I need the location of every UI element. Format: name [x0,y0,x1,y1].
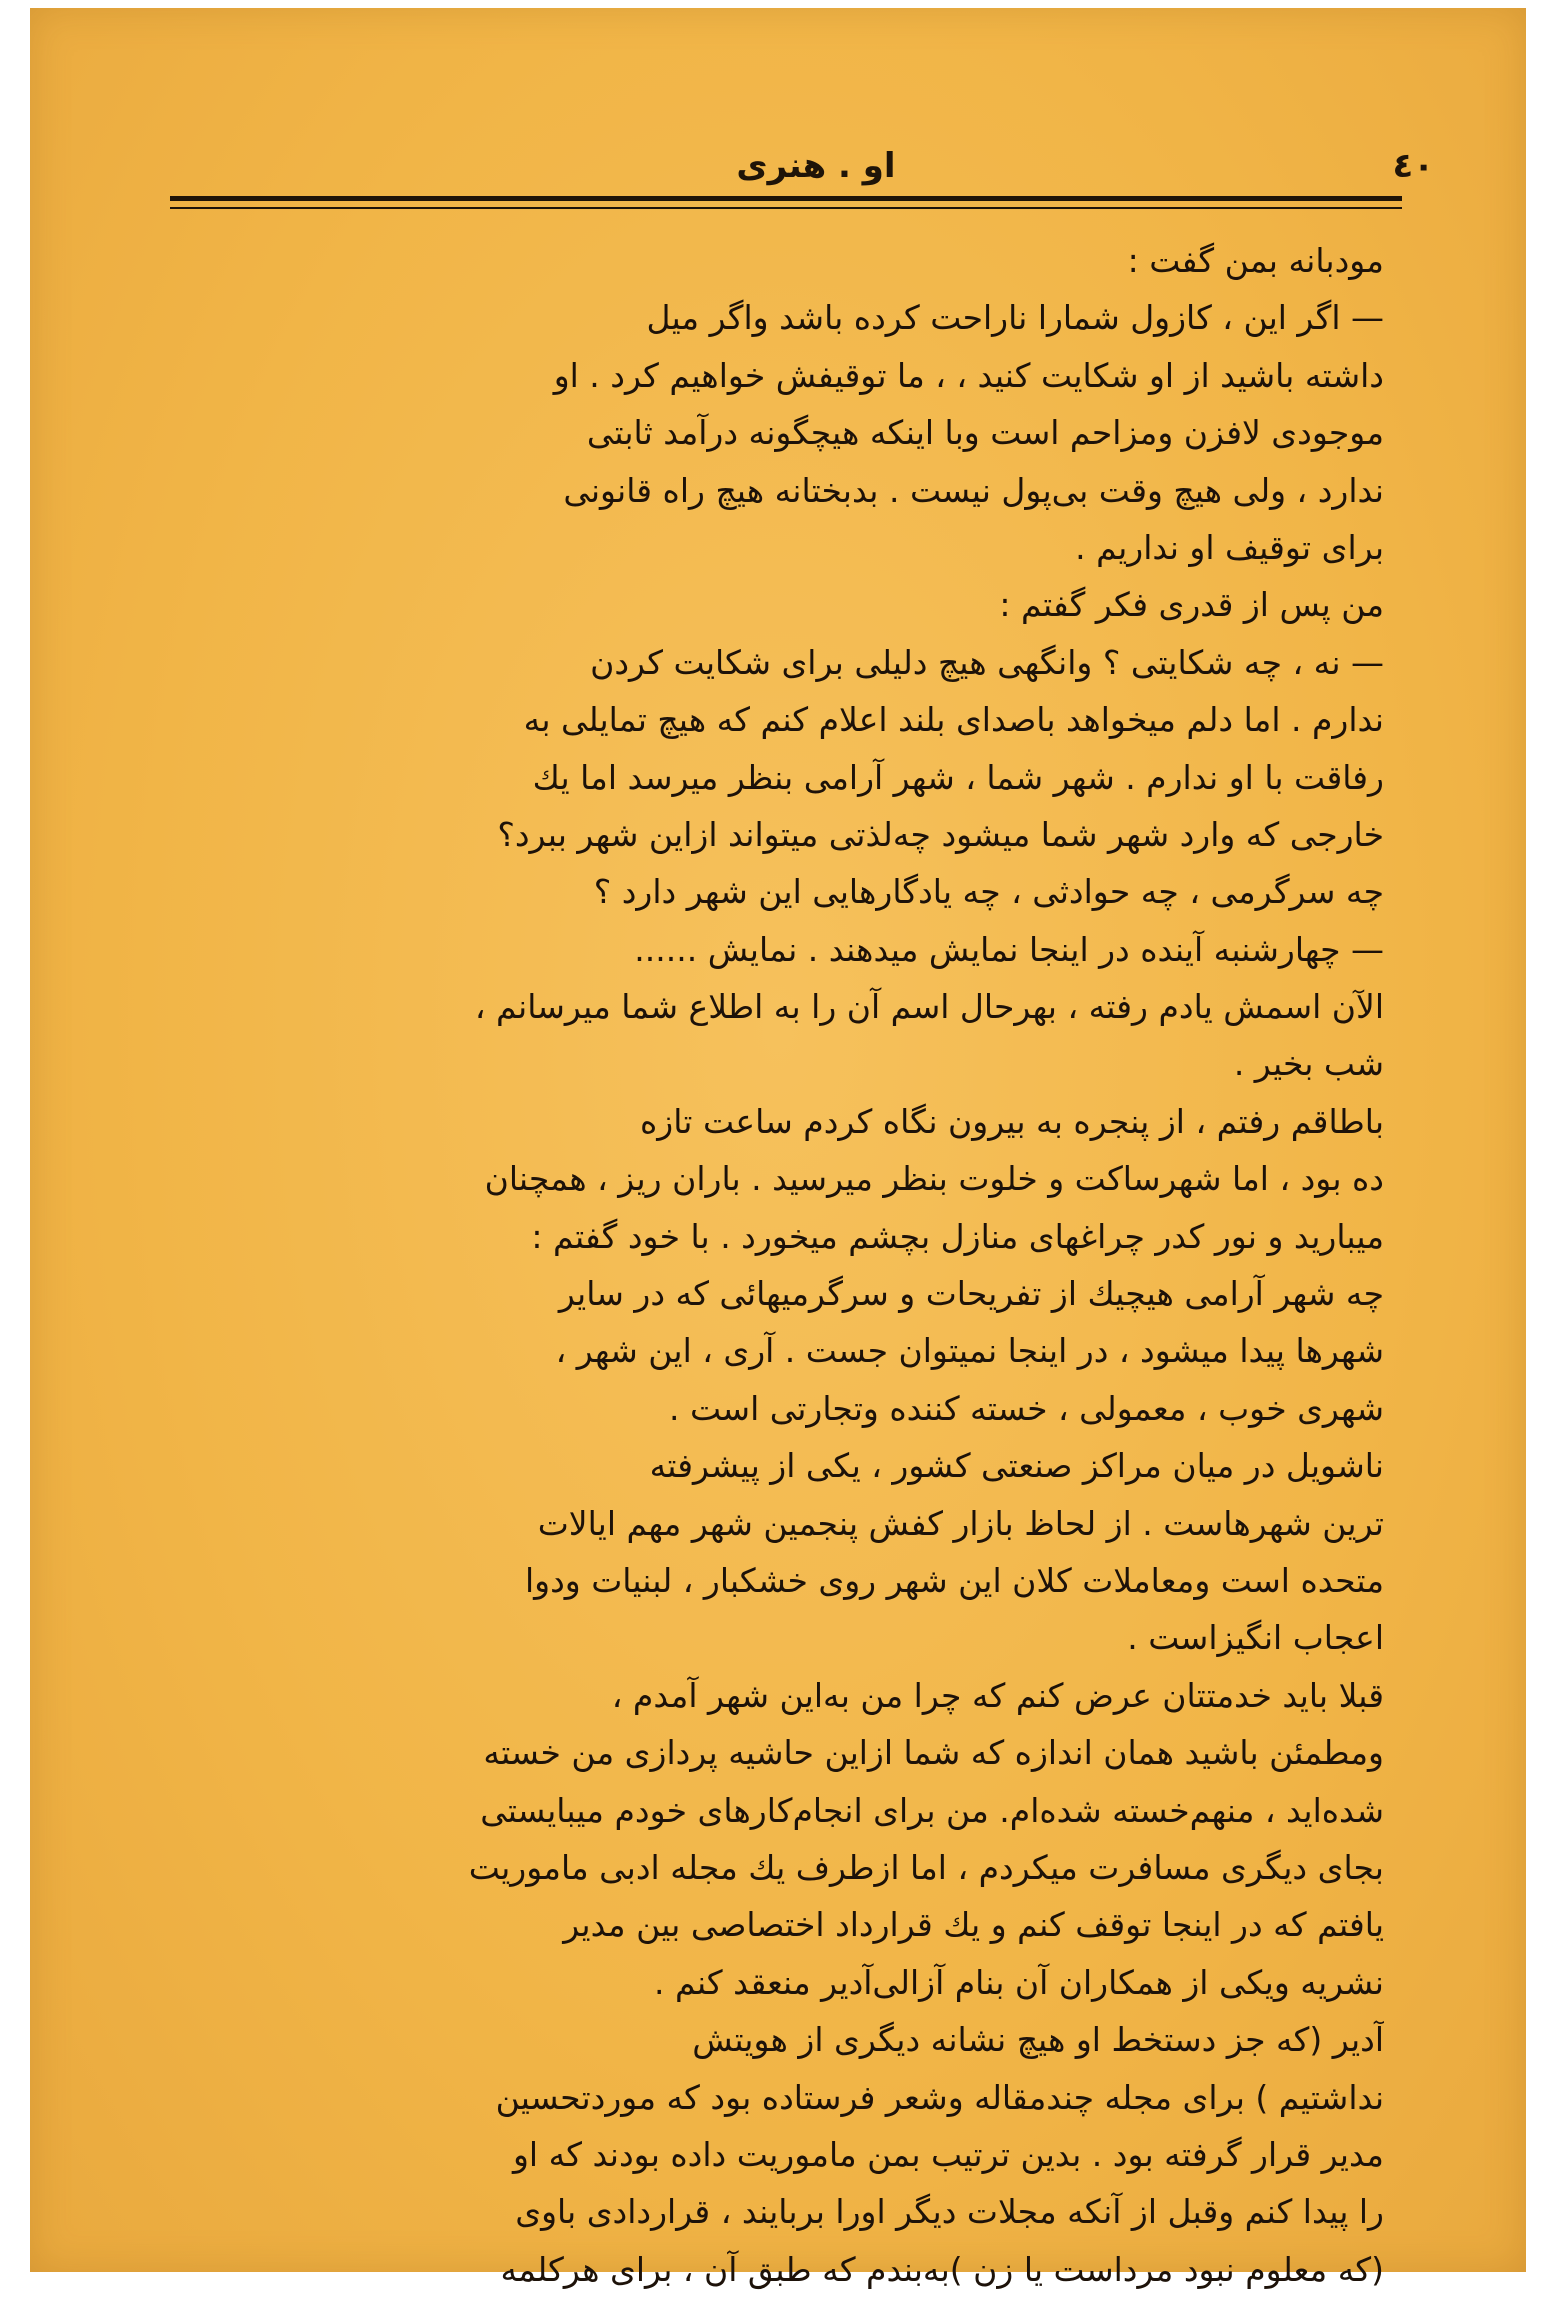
text-line: ومطمئن باشید همان اندازه که شما ازاین حاشیه پردازی من خسته [483,1733,1384,1773]
text-line: خارجی که وارد شهر شما میشود چه‌لذتی میتواند ازاین شهر ببرد؟ [497,814,1384,854]
page-number: ٤٠ [1392,146,1434,186]
text-line: قبلا باید خدمتتان عرض کنم که چرا من به‌این شهر آمدم ، [611,1675,1384,1715]
text-line: من پس از قدری فکر گفتم : [999,585,1384,625]
text-line: (که معلوم نبود مرداست یا زن )به‌بندم که طبق آن ، برای هرکلمه [500,2249,1384,2289]
text-line: اعجاب انگیزاست . [1127,1618,1384,1658]
text-line: — نه ، چه شکایتی ؟ وانگهی هیچ دلیلی برای شکایت کردن [590,642,1384,682]
header-rule-thick [170,196,1402,201]
text-line: بجای دیگری مسافرت میکردم ، اما ازطرف یك مجله ادبی ماموریت [468,1847,1384,1887]
text-line: شده‌اید ، منهم‌خسته شده‌ام. من برای انجام‌کارهای خودم میبایستی [480,1790,1384,1830]
text-line: مدیر قرار گرفته بود . بدین ترتیب بمن ماموریت داده بودند که او [512,2134,1384,2174]
text-line: شب بخیر . [1233,1044,1384,1084]
text-line: باطاقم رفتم ، از پنجره به بیرون نگاه کردم ساعت تازه [640,1101,1384,1141]
text-line: نشریه ویکی از همکاران آن بنام آزالی‌آدیر منعقد کنم . [654,1962,1384,2002]
running-title: او . هنری [736,146,896,186]
text-line: — اگر این ، کازول شمارا ناراحت کرده باشد واگر میل [646,298,1384,338]
text-line: رفاقت با او ندارم . شهر شما ، شهر آرامی بنظر میرسد اما یك [532,757,1384,797]
text-line: الآن اسمش یادم رفته ، بهرحال اسم آن را به اطلاع شما میرسانم ، [474,987,1384,1027]
text-line: — چهارشنبه آینده در اینجا نمایش میدهند . نمایش ...... [634,929,1384,969]
header-rule-thin [170,207,1402,209]
text-line: نداشتیم ) برای مجله چندمقاله وشعر فرستاده بود که موردتحسین [495,2077,1384,2117]
text-line: یافتم که در اینجا توقف کنم و یك قرارداد اختصاصی بین مدیر [563,1905,1384,1945]
text-line: چه شهر آرامی هیچیك از تفریحات و سرگرمیهائی که در سایر [558,1274,1384,1314]
text-line: ندارم . اما دلم میخواهد باصدای بلند اعلام کنم که هیچ تمایلی به [523,700,1384,740]
text-line: ندارد ، ولی هیچ وقت بی‌پول نیست . بدبختانه هیچ راه قانونی [563,470,1384,510]
text-line: را پیدا کنم وقبل از آنکه مجلات دیگر اورا بربایند ، قراردادی باوی [515,2192,1384,2232]
text-line: موجودی لافزن ومزاحم است وبا اینکه هیچگونه درآمد ثابتی [586,413,1384,453]
text-line: شهری خوب ، معمولی ، خسته کننده وتجارتی است . [669,1388,1384,1428]
text-line: مودبانه بمن گفت : [1127,241,1384,280]
text-line: آدیر (که جز دستخط او هیچ نشانه دیگری از هویتش [692,2020,1384,2060]
text-line: ناشویل در میان مراکز صنعتی کشور ، یکی از پیشرفته [649,1446,1384,1486]
text-line: شهرها پیدا میشود ، در اینجا نمیتوان جست . آری ، این شهر ، [555,1331,1384,1371]
text-line: متحده است ومعاملات کلان این شهر روی خشکبار ، لبنیات ودوا [524,1560,1384,1600]
text-line: میبارید و نور کدر چراغهای منازل بچشم میخورد . با خود گفتم : [531,1216,1384,1256]
text-line: برای توقیف او نداریم . [1075,527,1384,567]
text-line: چه سرگرمی ، چه حوادثی ، چه یادگارهایی این شهر دارد ؟ [593,872,1384,912]
text-line: ترین شهرهاست . از لحاظ بازار کفش پنجمین شهر مهم ایالات [537,1503,1384,1543]
text-line: ده بود ، اما شهرساکت و خلوت بنظر میرسید . باران ریز ، همچنان [484,1159,1384,1199]
text-line: داشته باشید از او شکایت کنید ، ، ما توقیفش خواهیم کرد . او [553,355,1384,395]
body-text [188,232,1384,2298]
